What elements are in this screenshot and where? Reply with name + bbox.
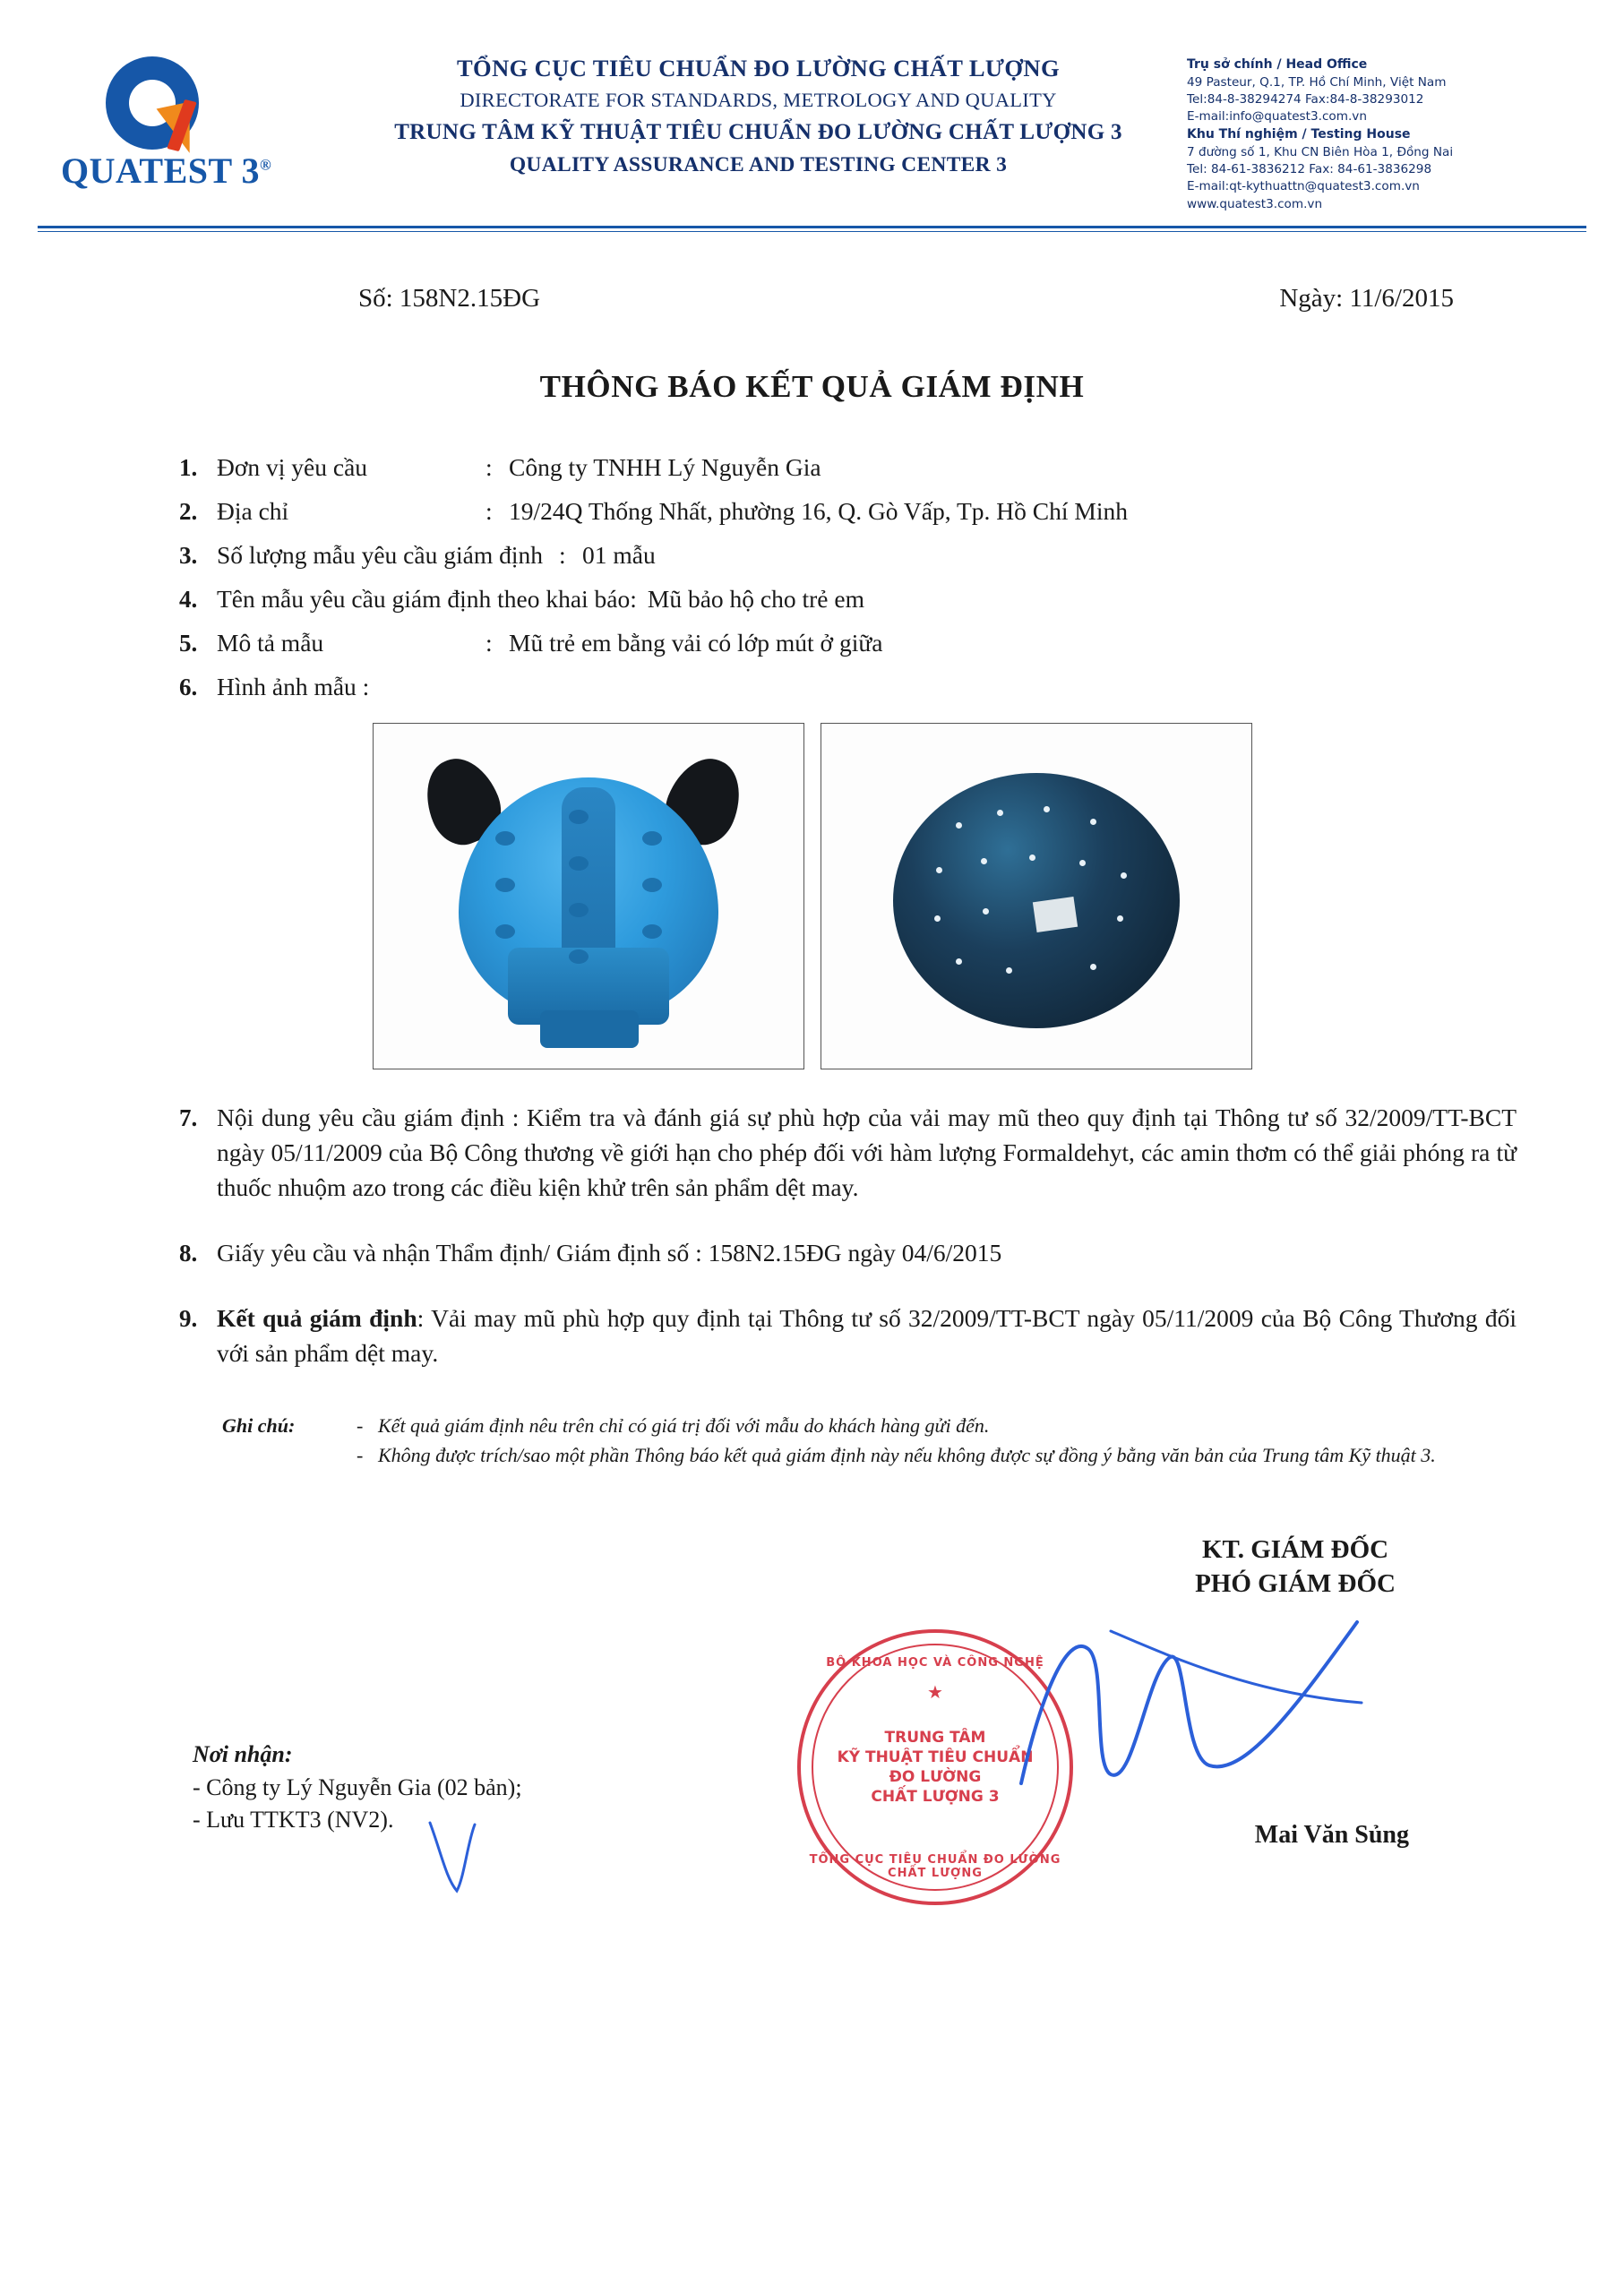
list-item (179, 1100, 1517, 1205)
result-text (217, 1301, 1517, 1370)
list-item (179, 452, 1517, 481)
item-label: Mô tả mẫu (217, 628, 324, 657)
item-value: Mũ bảo hộ cho trẻ em (647, 584, 864, 613)
head-office-address: 49 Pasteur, Q.1, TP. Hồ Chí Minh, Việt Nam (1187, 74, 1447, 90)
recipients-title: Nơi nhận: (193, 1740, 293, 1767)
testing-house-email: E-mail:qt-kythuattn@quatest3.com.vn (1187, 179, 1420, 194)
header-title-vi-1: TỔNG CỤC TIÊU CHUẨN ĐO LƯỜNG CHẤT LƯỢNG (456, 55, 1060, 82)
signature-area (0, 1533, 1624, 1918)
recipients-block (193, 1739, 522, 1838)
item-value: Công ty TNHH Lý Nguyễn Gia (509, 452, 821, 481)
testing-house-title: Khu Thí nghiệm / Testing House (1187, 126, 1411, 142)
document-meta (0, 232, 1624, 313)
item-colon: : (485, 496, 493, 525)
helmet-label-tag (1032, 897, 1077, 932)
signer-name: Mai Văn Sủng (1254, 1820, 1409, 1849)
list-item (179, 628, 1517, 657)
quatest-logo (43, 49, 330, 192)
page-title: THÔNG BÁO KẾT QUẢ GIÁM ĐỊNH (539, 368, 1085, 404)
header-title-en-1: DIRECTORATE FOR STANDARDS, METROLOGY AND QUALITY (460, 89, 1057, 111)
document-body-2 (0, 1100, 1624, 1371)
item-label: Đơn vị yêu cầu (217, 452, 368, 481)
list-item (179, 540, 1517, 569)
footnote-block (0, 1412, 1624, 1469)
recipient-line: - Lưu TTKT3 (NV2). (193, 1807, 394, 1834)
item-number: 6. (179, 673, 198, 700)
signature-title-line1: KT. GIÁM ĐỐC (1201, 1534, 1389, 1564)
item-number: 7. (179, 1104, 198, 1131)
head-office-title: Trụ sở chính / Head Office (1187, 57, 1368, 72)
item-label: Số lượng mẫu yêu cầu giám định (217, 540, 543, 569)
header-divider-thick (38, 226, 1586, 228)
helmet-dark-body (893, 773, 1180, 1028)
header-title-vi-2: TRUNG TÂM KỸ THUẬT TIÊU CHUẨN ĐO LƯỜNG CHẤT LƯỢNG 3 (394, 120, 1122, 144)
item-number: 1. (179, 453, 198, 481)
item-label: Tên mẫu yêu cầu giám định theo khai báo: (217, 584, 637, 613)
list-item (179, 584, 1517, 613)
item-number: 2. (179, 497, 198, 525)
stamp-line-3: ĐO LƯỜNG (889, 1767, 982, 1786)
header-contact-block (1187, 49, 1581, 213)
stamp-line-2: KỸ THUẬT TIÊU CHUẨN (837, 1748, 1034, 1766)
stamp-line-1: TRUNG TÂM (884, 1728, 986, 1747)
footnote-line (357, 1441, 1508, 1470)
result-label: Kết quả giám định (217, 1304, 417, 1333)
footnote-label: Ghi chú: (222, 1414, 296, 1438)
recipient-line: - Công ty Lý Nguyễn Gia (02 bản); (193, 1773, 522, 1800)
item-number: 5. (179, 629, 198, 657)
website-url[interactable]: www.quatest3.com.vn (1187, 196, 1323, 211)
item-value: 19/24Q Thống Nhất, phường 16, Q. Gò Vấp, Tp. Hồ Chí Minh (509, 496, 1128, 525)
item-label: Hình ảnh mẫu : (217, 672, 370, 700)
stamp-arc-top-text: BỘ KHOA HỌC VÀ CÔNG NGHỆ (826, 1655, 1044, 1670)
sample-images (0, 723, 1624, 1069)
item-colon: : (558, 540, 566, 569)
item-text: Giấy yêu cầu và nhận Thẩm định/ Giám định số : 158N2.15ĐG ngày 04/6/2015 (217, 1238, 1002, 1267)
footnote-text: Không được trích/sao một phần Thông báo kết quả giám định này nếu không được sự đồng ý bằng văn bản của Trung tâm Kỹ thuật 3. (378, 1443, 1436, 1466)
logo-wordmark-text: QUATEST 3 (61, 150, 260, 191)
item-label: Địa chỉ (217, 496, 289, 525)
item-number: 8. (179, 1239, 198, 1267)
list-item (179, 1235, 1517, 1270)
list-item (179, 496, 1517, 525)
item-number: 9. (179, 1305, 198, 1333)
document-number: Số: 158N2.15ĐG (358, 283, 541, 313)
item-colon: : (485, 628, 493, 657)
document-body (0, 452, 1624, 700)
document-date: Ngày: 11/6/2015 (1279, 283, 1454, 313)
header-title-en-2: QUALITY ASSURANCE AND TESTING CENTER 3 (509, 153, 1008, 176)
stamp-center-text (838, 1727, 1034, 1806)
helmet-chin-pad (540, 1010, 639, 1048)
head-office-email: E-mail:info@quatest3.com.vn (1187, 109, 1367, 125)
result-value: : Vải may mũ phù hợp quy định tại Thông tư số 32/2009/TT-BCT ngày 05/11/2009 của Bộ Công Thương đối với sản phẩm dệt may. (217, 1304, 1517, 1368)
footnote-lines (357, 1412, 1508, 1469)
stamp-arc-bottom-text: TỔNG CỤC TIÊU CHUẨN ĐO LƯỜNG CHẤT LƯỢNG (809, 1852, 1061, 1880)
signature-title (1195, 1533, 1396, 1602)
item-value: Mũ trẻ em bằng vải có lớp mút ở giữa (509, 628, 883, 657)
footnote-line (357, 1412, 1508, 1440)
testing-house-tel: Tel: 84-61-3836212 Fax: 84-61-3836298 (1187, 161, 1432, 176)
testing-house-address: 7 đường số 1, Khu CN Biên Hòa 1, Đồng Nai (1187, 144, 1454, 159)
item-colon: : (485, 452, 493, 481)
logo-registered-mark: ® (259, 156, 272, 174)
signature-title-line2: PHÓ GIÁM ĐỐC (1195, 1569, 1396, 1599)
header-center-titles (330, 49, 1187, 177)
sample-photo-blue-helmet (373, 723, 804, 1069)
list-item (179, 674, 1517, 700)
official-stamp (797, 1629, 1073, 1905)
item-text: Nội dung yêu cầu giám định : Kiểm tra và đánh giá sự phù hợp của vải may mũ theo quy định tại Thông tư số 32/2009/TT-BCT ngày 05/11/2009 của Bộ Công thương về giới hạn cho phép đối với hàm lượng Formaldehyt, các amin thơm có thể giải phóng ra từ thuốc nhuộm azo trong các điều kiện khử trên sản phẩm dệt may. (217, 1103, 1517, 1201)
stamp-line-4: CHẤT LƯỢNG 3 (871, 1787, 1000, 1806)
item-value: 01 mẫu (581, 540, 656, 569)
document-header (0, 0, 1624, 213)
stamp-star-icon: ★ (927, 1682, 943, 1703)
footnote-text: Kết quả giám định nêu trên chỉ có giá trị đối với mẫu do khách hàng gửi đến. (378, 1414, 990, 1438)
result-item (179, 1301, 1517, 1370)
footnote-dash: - (357, 1443, 364, 1466)
item-number: 4. (179, 585, 198, 613)
footnote-dash: - (357, 1414, 364, 1438)
item-number: 3. (179, 541, 198, 569)
quatest-logo-mark (106, 56, 213, 155)
sample-photo-dark-helmet (821, 723, 1252, 1069)
logo-wordmark (61, 150, 330, 192)
head-office-tel: Tel:84-8-38294274 Fax:84-8-38293012 (1187, 92, 1424, 107)
